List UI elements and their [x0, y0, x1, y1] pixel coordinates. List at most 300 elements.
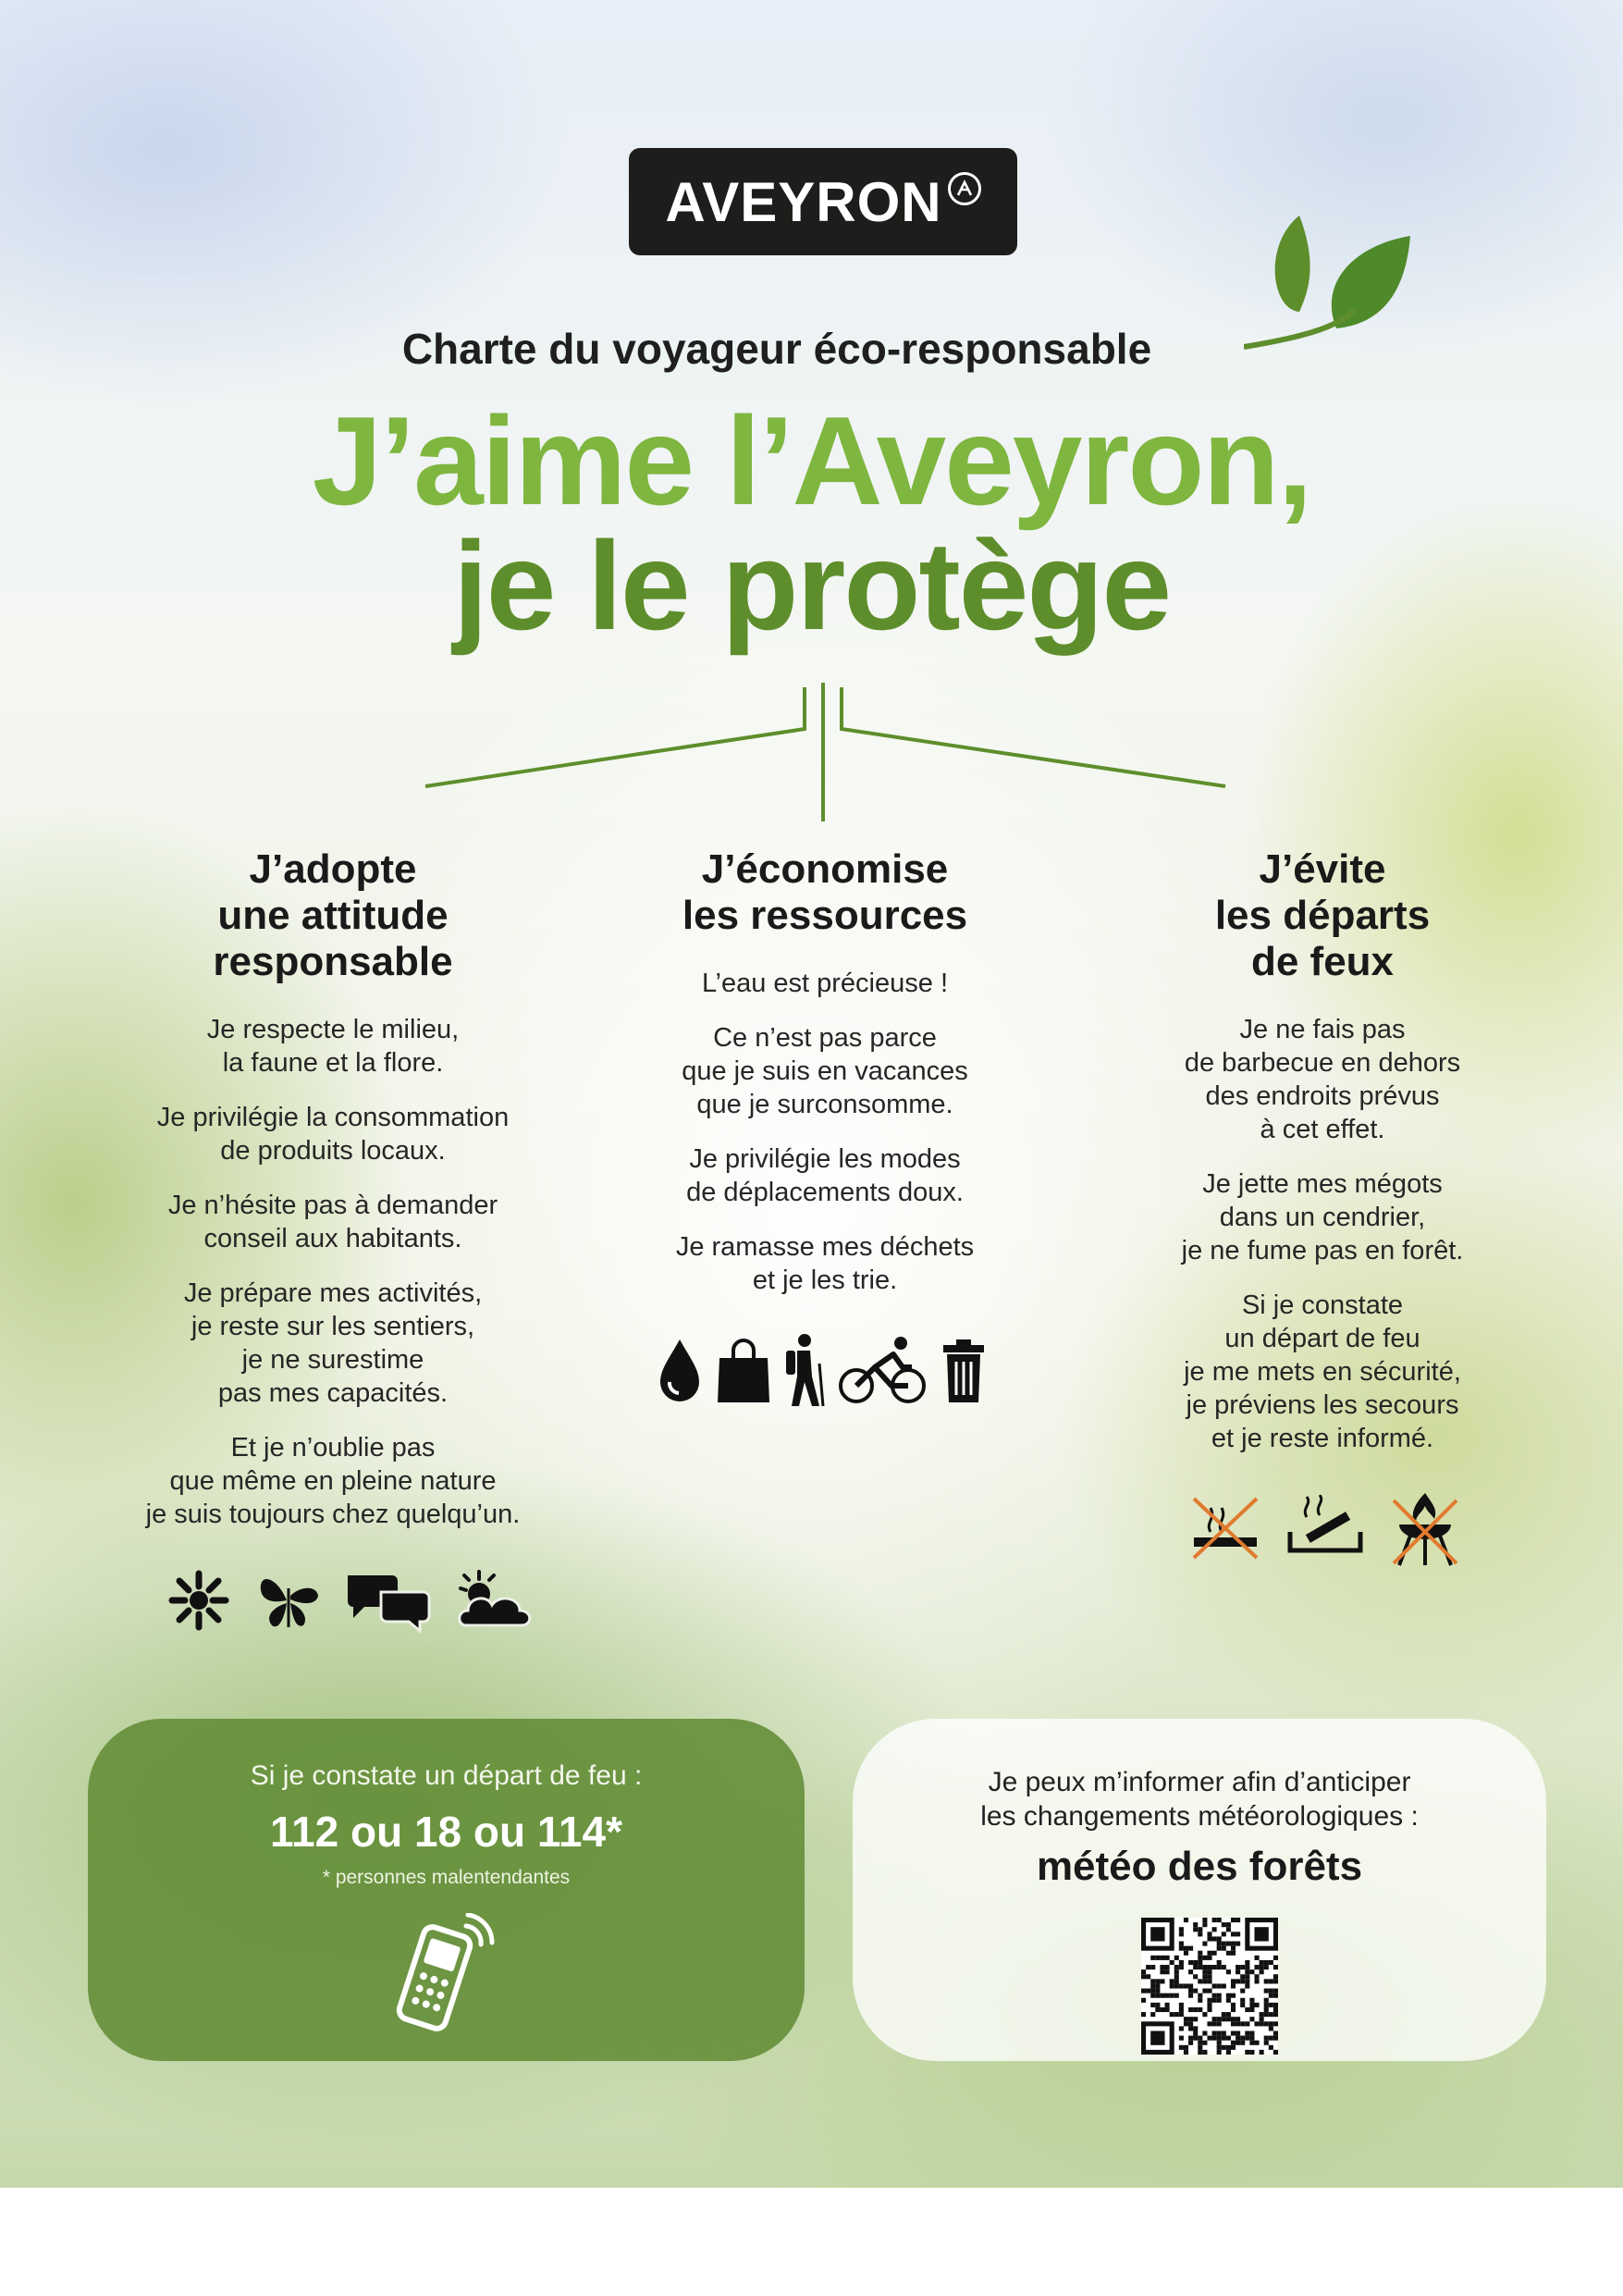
- qr-module: [1217, 1965, 1222, 1969]
- qr-module: [1217, 1936, 1222, 1941]
- qr-module: [1254, 1965, 1259, 1969]
- qr-module: [1207, 2007, 1211, 2012]
- column-fire: [1064, 846, 1581, 1476]
- no-barbecue-icon: [1388, 1489, 1462, 1567]
- qr-module: [1236, 2041, 1240, 2045]
- qr-module: [1236, 2021, 1240, 2026]
- qr-module: [1236, 1918, 1240, 1922]
- qr-module: [1212, 1994, 1217, 1998]
- qr-module: [1222, 1965, 1226, 1969]
- qr-module: [1155, 1989, 1160, 1994]
- qr-module: [1174, 1956, 1179, 1960]
- qr-module: [1231, 1994, 1236, 1998]
- qr-module: [1198, 2007, 1202, 2012]
- qr-module: [1207, 2021, 1211, 2026]
- qr-module: [1217, 1946, 1222, 1951]
- qr-module: [1202, 2041, 1207, 2045]
- qr-module: [1217, 2041, 1222, 2045]
- column-text: [566, 967, 1084, 1297]
- qr-module: [1273, 2012, 1278, 2017]
- qr-module: [1212, 1998, 1217, 2003]
- qr-module: [1193, 2026, 1198, 2031]
- qr-module: [1273, 2003, 1278, 2007]
- qr-module: [1226, 1922, 1231, 1927]
- qr-module: [1249, 2017, 1254, 2021]
- qr-module: [1240, 2036, 1245, 2041]
- qr-module: [1254, 2021, 1259, 2026]
- qr-module: [1188, 1960, 1193, 1965]
- qr-module: [1212, 1965, 1217, 1969]
- qr-module: [1226, 1994, 1231, 1998]
- qr-module: [1212, 2031, 1217, 2035]
- qr-module: [1179, 1927, 1184, 1932]
- column-paragraph: Je privilégie la consommation de produits locaux.: [156, 1103, 510, 1166]
- qr-module: [1212, 1936, 1217, 1941]
- qr-module: [1179, 2045, 1184, 2050]
- qr-module: [1269, 1960, 1273, 1965]
- qr-module: [1155, 1983, 1160, 1988]
- qr-module: [1184, 1946, 1188, 1951]
- butterfly-icon: [252, 1568, 324, 1633]
- headline-line-1: J’aime l’Aveyron,: [312, 390, 1311, 531]
- qr-module: [1231, 2003, 1236, 2007]
- qr-module: [1222, 1942, 1226, 1946]
- qr-module: [1231, 2045, 1236, 2050]
- qr-module: [1202, 2050, 1207, 2055]
- qr-module: [1212, 1983, 1217, 1988]
- branch-divider: [407, 683, 1239, 821]
- qr-module: [1207, 2003, 1211, 2007]
- qr-finder: [1150, 1927, 1164, 1941]
- qr-module: [1231, 1979, 1236, 1983]
- qr-module: [1165, 2007, 1170, 2012]
- qr-module: [1212, 1927, 1217, 1932]
- qr-module: [1174, 1994, 1179, 1998]
- qr-module: [1207, 1969, 1211, 1974]
- qr-module: [1249, 2003, 1254, 2007]
- qr-module: [1188, 1946, 1193, 1951]
- qr-module: [1198, 1932, 1202, 1936]
- qr-module: [1273, 2007, 1278, 2012]
- qr-module: [1254, 1974, 1259, 1979]
- qr-module: [1226, 2012, 1231, 2017]
- qr-module: [1184, 2017, 1188, 2021]
- qr-module: [1260, 2012, 1264, 2017]
- qr-module: [1202, 2031, 1207, 2035]
- emergency-label: Si je constate un départ de feu :: [250, 1760, 643, 1791]
- qr-module: [1217, 2036, 1222, 2041]
- qr-module: [1188, 1994, 1193, 1998]
- qr-module: [1193, 2031, 1198, 2035]
- qr-module: [1264, 2036, 1269, 2041]
- qr-module: [1174, 1969, 1179, 1974]
- qr-module: [1217, 2050, 1222, 2055]
- qr-module: [1146, 1974, 1150, 1979]
- qr-module: [1217, 2021, 1222, 2026]
- column-paragraph: Et je n’oublie pas que même en pleine nature je suis toujours chez quelqu’un.: [145, 1433, 521, 1529]
- qr-module: [1146, 1965, 1150, 1969]
- qr-module: [1198, 1998, 1202, 2003]
- qr-module: [1198, 2041, 1202, 2045]
- no-smoking-icon: [1188, 1495, 1262, 1562]
- qr-module: [1217, 1983, 1222, 1988]
- qr-module: [1141, 2012, 1146, 2017]
- qr-module: [1155, 1979, 1160, 1983]
- qr-module: [1207, 1951, 1211, 1956]
- qr-module: [1245, 1960, 1249, 1965]
- qr-module: [1273, 1974, 1278, 1979]
- qr-module: [1160, 1979, 1164, 1983]
- qr-module: [1193, 1989, 1198, 1994]
- qr-module: [1150, 1965, 1155, 1969]
- qr-module: [1184, 2045, 1188, 2050]
- qr-module: [1222, 2031, 1226, 2035]
- qr-module: [1273, 2031, 1278, 2035]
- qr-module: [1202, 2012, 1207, 2017]
- trash-bin-icon: [940, 1336, 988, 1406]
- qr-module: [1245, 2021, 1249, 2026]
- qr-module: [1226, 2017, 1231, 2021]
- qr-module: [1249, 2036, 1254, 2041]
- qr-module: [1202, 1974, 1207, 1979]
- cyclist-icon: [838, 1336, 927, 1406]
- qr-module: [1240, 1965, 1245, 1969]
- column-title: J’évite les départs de feux: [1214, 846, 1431, 984]
- qr-module: [1165, 1965, 1170, 1969]
- qr-module: [1155, 2007, 1160, 2012]
- qr-module: [1179, 2026, 1184, 2031]
- qr-module: [1141, 1998, 1146, 2003]
- column-title: J’adopte une attitude responsable: [213, 846, 453, 984]
- column-title: J’économise les ressources: [682, 846, 968, 938]
- qr-module: [1188, 1983, 1193, 1988]
- qr-module: [1254, 2041, 1259, 2045]
- qr-module: [1188, 1969, 1193, 1974]
- qr-module: [1264, 1998, 1269, 2003]
- qr-module: [1170, 1994, 1174, 1998]
- qr-module: [1217, 1942, 1222, 1946]
- qr-module: [1231, 1946, 1236, 1951]
- qr-module: [1264, 2007, 1269, 2012]
- qr-module: [1207, 1936, 1211, 1941]
- qr-module: [1269, 2026, 1273, 2031]
- column-paragraph: Je prépare mes activités, je reste sur les sentiers, je ne surestime pas mes capacités.: [183, 1278, 483, 1408]
- qr-module: [1212, 1918, 1217, 1922]
- qr-module: [1226, 2045, 1231, 2050]
- qr-module: [1150, 1983, 1155, 1988]
- qr-module: [1236, 1969, 1240, 1974]
- qr-module: [1150, 2003, 1155, 2007]
- column-paragraph: Je privilégie les modes de déplacements doux.: [686, 1144, 964, 1207]
- brand-seal-icon: [948, 172, 981, 205]
- column-paragraph: Je n’hésite pas à demander conseil aux habitants.: [167, 1191, 498, 1253]
- emergency-panel: [88, 1719, 805, 2061]
- qr-module: [1179, 2036, 1184, 2041]
- weather-title: météo des forêts: [1036, 1844, 1363, 1889]
- qr-module: [1217, 1998, 1222, 2003]
- qr-module: [1245, 1965, 1249, 1969]
- column-resources: [566, 846, 1084, 1318]
- qr-module: [1231, 1918, 1236, 1922]
- qr-module: [1260, 2050, 1264, 2055]
- qr-module: [1193, 1927, 1198, 1932]
- qr-module: [1269, 1989, 1273, 1994]
- qr-module: [1202, 1979, 1207, 1983]
- qr-module: [1174, 1983, 1179, 1988]
- qr-module: [1150, 1956, 1155, 1960]
- qr-module: [1240, 2003, 1245, 2007]
- qr-module: [1193, 2017, 1198, 2021]
- qr-module: [1226, 2036, 1231, 2041]
- qr-module: [1165, 1969, 1170, 1974]
- qr-module: [1202, 1922, 1207, 1927]
- brand-logo: [629, 148, 1017, 255]
- qr-module: [1198, 1951, 1202, 1956]
- qr-module: [1202, 1965, 1207, 1969]
- qr-module: [1160, 1956, 1164, 1960]
- qr-module: [1249, 2007, 1254, 2012]
- mobile-phone-icon: [388, 1913, 499, 2033]
- qr-module: [1207, 2036, 1211, 2041]
- ashtray-icon: [1286, 1495, 1364, 1562]
- qr-module: [1264, 1960, 1269, 1965]
- qr-module: [1231, 1951, 1236, 1956]
- qr-finder: [1150, 2031, 1164, 2044]
- resources-icons: [657, 1332, 988, 1410]
- qr-module: [1165, 1994, 1170, 1998]
- qr-module: [1198, 1994, 1202, 1998]
- qr-module: [1231, 2017, 1236, 2021]
- qr-module: [1273, 2050, 1278, 2055]
- qr-module: [1264, 1989, 1269, 1994]
- qr-module: [1231, 2031, 1236, 2035]
- qr-module: [1269, 2021, 1273, 2026]
- qr-module: [1202, 1942, 1207, 1946]
- column-text: [1064, 1013, 1581, 1455]
- qr-module: [1188, 2021, 1193, 2026]
- qr-module: [1254, 2003, 1259, 2007]
- column-paragraph: Ce n’est pas parce que je suis en vacances que je surconsomme.: [682, 1023, 968, 1119]
- qr-module: [1273, 1994, 1278, 1998]
- qr-module: [1188, 2017, 1193, 2021]
- qr-module: [1179, 1932, 1184, 1936]
- qr-module: [1188, 2007, 1193, 2012]
- hiker-icon: [784, 1332, 825, 1410]
- qr-module: [1222, 1922, 1226, 1927]
- qr-module: [1231, 2021, 1236, 2026]
- qr-module: [1188, 2041, 1193, 2045]
- qr-module: [1193, 2007, 1198, 2012]
- qr-module: [1249, 1969, 1254, 1974]
- qr-module: [1160, 1965, 1164, 1969]
- qr-module: [1160, 1969, 1164, 1974]
- qr-module: [1165, 2003, 1170, 2007]
- qr-module: [1222, 1983, 1226, 1988]
- qr-module: [1269, 2045, 1273, 2050]
- column-paragraph: L’eau est précieuse !: [701, 969, 948, 998]
- qr-module: [1264, 1965, 1269, 1969]
- qr-module: [1222, 2017, 1226, 2021]
- qr-module: [1188, 2026, 1193, 2031]
- qr-module: [1212, 2036, 1217, 2041]
- qr-module: [1174, 1979, 1179, 1983]
- qr-module: [1236, 1979, 1240, 1983]
- qr-module: [1226, 1951, 1231, 1956]
- qr-module: [1245, 2036, 1249, 2041]
- qr-module: [1141, 1969, 1146, 1974]
- qr-module: [1207, 1989, 1211, 1994]
- qr-module: [1198, 2045, 1202, 2050]
- column-paragraph: Je respecte le milieu, la faune et la flore.: [206, 1015, 460, 1078]
- qr-module: [1193, 2036, 1198, 2041]
- qr-module: [1150, 1989, 1155, 1994]
- qr-module: [1155, 1956, 1160, 1960]
- qr-module: [1198, 2036, 1202, 2041]
- qr-module: [1198, 1960, 1202, 1965]
- qr-module: [1236, 1932, 1240, 1936]
- qr-module: [1222, 1946, 1226, 1951]
- qr-module: [1174, 1974, 1179, 1979]
- qr-module: [1184, 1918, 1188, 1922]
- qr-module: [1217, 1994, 1222, 1998]
- qr-module: [1273, 2021, 1278, 2026]
- qr-module: [1222, 2045, 1226, 2050]
- qr-module: [1236, 2017, 1240, 2021]
- qr-module: [1165, 1956, 1170, 1960]
- qr-module: [1273, 1979, 1278, 1983]
- qr-module: [1150, 1994, 1155, 1998]
- qr-module: [1231, 2007, 1236, 2012]
- qr-module: [1170, 2012, 1174, 2017]
- qr-module: [1217, 1960, 1222, 1965]
- column-paragraph: Je ne fais pas de barbecue en dehors des endroits prévus à cet effet.: [1184, 1015, 1461, 1144]
- qr-module: [1207, 1998, 1211, 2003]
- qr-module: [1141, 1989, 1146, 1994]
- qr-module: [1179, 1960, 1184, 1965]
- qr-module: [1170, 1983, 1174, 1988]
- qr-module: [1212, 2021, 1217, 2026]
- qr-module: [1245, 2007, 1249, 2012]
- column-attitude: [74, 846, 592, 1552]
- qr-module: [1207, 1965, 1211, 1969]
- flower-icon: [166, 1568, 231, 1633]
- qr-module: [1184, 1983, 1188, 1988]
- qr-module: [1174, 2012, 1179, 2017]
- qr-module: [1202, 1969, 1207, 1974]
- qr-module: [1184, 1951, 1188, 1956]
- qr-module: [1198, 1956, 1202, 1960]
- qr-module: [1193, 1922, 1198, 1927]
- qr-module: [1217, 1918, 1222, 1922]
- qr-module: [1240, 1989, 1245, 1994]
- qr-module: [1155, 1994, 1160, 1998]
- qr-module: [1212, 1951, 1217, 1956]
- qr-module: [1207, 1974, 1211, 1979]
- qr-module: [1231, 1932, 1236, 1936]
- shopping-bag-icon: [716, 1336, 771, 1406]
- qr-module: [1217, 2045, 1222, 2050]
- qr-module: [1264, 2021, 1269, 2026]
- qr-module: [1273, 1989, 1278, 1994]
- qr-module: [1222, 2012, 1226, 2017]
- qr-module: [1249, 2050, 1254, 2055]
- emergency-numbers[interactable]: 112 ou 18 ou 114*: [269, 1808, 622, 1856]
- qr-module: [1273, 1956, 1278, 1960]
- qr-module: [1240, 1974, 1245, 1979]
- brand-name: AVEYRON: [665, 170, 942, 233]
- qr-module: [1260, 2021, 1264, 2026]
- fire-icons: [1188, 1489, 1462, 1567]
- page-subtitle: Charte du voyageur éco-responsable: [401, 325, 1152, 373]
- qr-module: [1207, 1956, 1211, 1960]
- qr-module: [1226, 2050, 1231, 2055]
- qr-module: [1249, 2041, 1254, 2045]
- speech-bubbles-icon: [344, 1568, 433, 1633]
- qr-module: [1231, 1942, 1236, 1946]
- qr-module: [1269, 2012, 1273, 2017]
- qr-module: [1236, 2036, 1240, 2041]
- attitude-icons: [166, 1568, 536, 1633]
- qr-module: [1245, 2050, 1249, 2055]
- qr-module: [1269, 1994, 1273, 1998]
- qr-module: [1236, 1965, 1240, 1969]
- qr-module: [1184, 2050, 1188, 2055]
- qr-module: [1222, 1932, 1226, 1936]
- qr-module: [1236, 1942, 1240, 1946]
- qr-module: [1170, 1979, 1174, 1983]
- qr-module: [1160, 2007, 1164, 2012]
- qr-module: [1141, 1974, 1146, 1979]
- qr-module: [1260, 2017, 1264, 2021]
- qr-code-icon[interactable]: [1141, 1918, 1278, 2055]
- qr-module: [1245, 2031, 1249, 2035]
- qr-module: [1179, 1983, 1184, 1988]
- emergency-note: * personnes malentendantes: [322, 1867, 571, 1888]
- qr-module: [1198, 2050, 1202, 2055]
- qr-module: [1193, 1974, 1198, 1979]
- qr-module: [1254, 1956, 1259, 1960]
- qr-module: [1160, 1994, 1164, 1998]
- qr-module: [1264, 2003, 1269, 2007]
- qr-module: [1245, 1969, 1249, 1974]
- qr-module: [1198, 1965, 1202, 1969]
- qr-module: [1245, 1979, 1249, 1983]
- qr-module: [1179, 1965, 1184, 1969]
- qr-module: [1217, 2031, 1222, 2035]
- qr-module: [1249, 2031, 1254, 2035]
- qr-module: [1207, 1932, 1211, 1936]
- qr-module: [1245, 1974, 1249, 1979]
- qr-module: [1150, 1979, 1155, 1983]
- qr-module: [1264, 1979, 1269, 1983]
- qr-module: [1179, 2003, 1184, 2007]
- qr-finder: [1254, 1927, 1268, 1941]
- qr-module: [1226, 1942, 1231, 1946]
- qr-module: [1188, 1989, 1193, 1994]
- water-drop-icon: [657, 1336, 703, 1406]
- qr-module: [1170, 1960, 1174, 1965]
- qr-module: [1222, 2036, 1226, 2041]
- weather-panel: [853, 1719, 1546, 2061]
- qr-module: [1150, 2012, 1155, 2017]
- qr-module: [1198, 1979, 1202, 1983]
- qr-module: [1240, 1998, 1245, 2003]
- qr-module: [1273, 2036, 1278, 2041]
- qr-module: [1179, 1946, 1184, 1951]
- qr-module: [1193, 1960, 1198, 1965]
- qr-module: [1226, 1998, 1231, 2003]
- qr-module: [1260, 1965, 1264, 1969]
